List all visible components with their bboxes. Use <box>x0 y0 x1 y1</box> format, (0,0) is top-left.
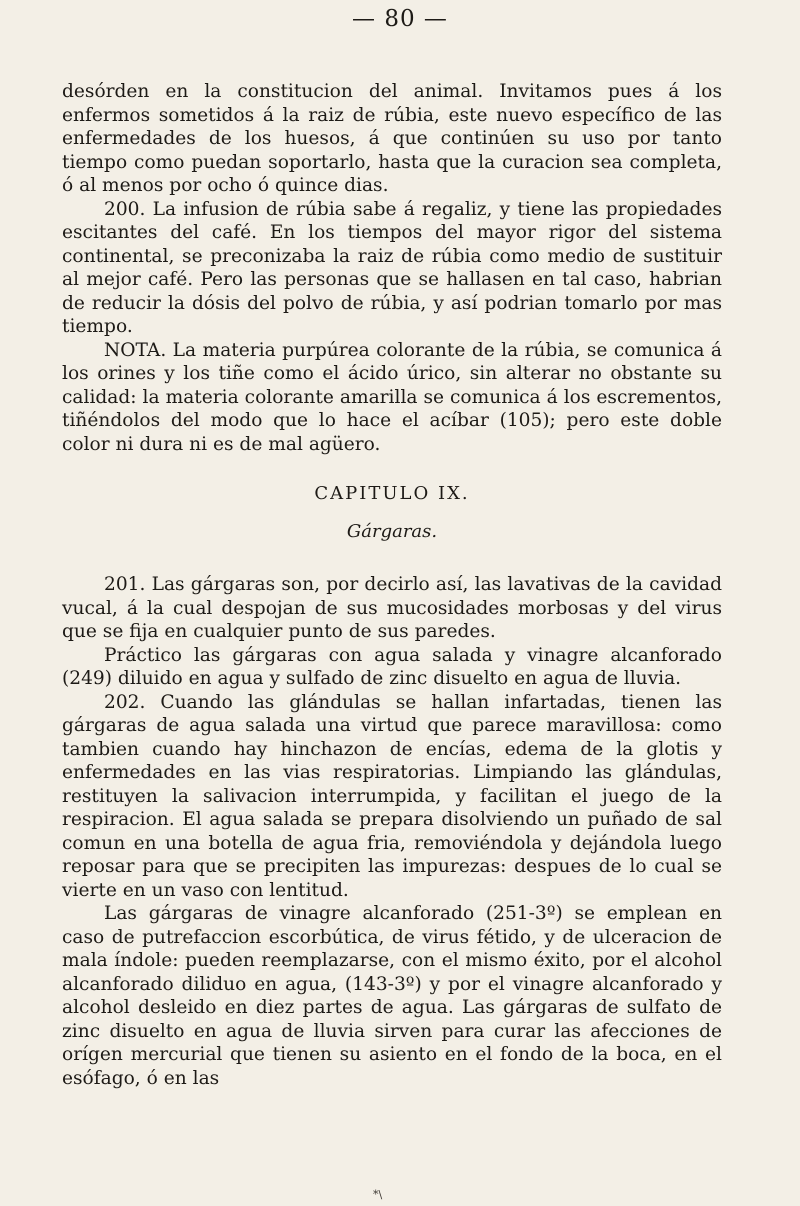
paragraph: desórden en la constitucion del animal. Invitamos pues á los enfermos sometidos á la raiz de rúbia, este nuevo específico de las enfermedades de los huesos, á que continúen su uso por tanto tiempo como puedan soportarlo, hasta que la curacion sea completa, ó al menos por ocho ó quince dias. <box>62 81 722 196</box>
body-text <box>62 80 722 1090</box>
paragraph: 201. Las gárgaras son, por decirlo así, las lavativas de la cavidad vucal, á la cual despojan de sus mucosidades morbosas y del virus que se fija en cualquier punto de sus paredes. <box>62 574 722 642</box>
paragraph: Práctico las gárgaras con agua salada y vinagre alcanforado (249) diluido en agua y sulfado de zinc disuelto en agua de lluvia. <box>62 644 722 689</box>
page-number: — 80 — <box>352 6 448 32</box>
section-title: Gárgaras. <box>346 520 438 542</box>
footer-mark: *\ <box>373 1188 383 1201</box>
chapter-title: CAPITULO IX. <box>314 483 470 504</box>
paragraph: Las gárgaras de vinagre alcanforado (251-3º) se emplean en caso de putrefaccion escorbútica, de virus fétido, y de ulceracion de mala índole: pueden reemplazarse, con el mismo éxito, por el alcohol alcanforado diliduo en agua, (143-3º) y por el vinagre alcanforado y alcohol desleido en diez partes de agua. Las gárgaras de sulfato de zinc disuelto en agua de lluvia sirven para curar las afecciones de orígen mercurial que tienen su asiento en el fondo de la boca, en el esófago, ó en las <box>62 903 722 1089</box>
paragraph: 200. La infusion de rúbia sabe á regaliz, y tiene las propiedades escitantes del café. En los tiempos del mayor rigor del sistema continental, se preconizaba la raiz de rúbia como medio de sustituir al mejor café. Pero las personas que se hallasen en tal caso, habrian de reducir la dósis del polvo de rúbia, y así podrian tomarlo por mas tiempo. <box>62 198 722 337</box>
paragraph: NOTA. La materia purpúrea colorante de la rúbia, se comunica á los orines y los tiñe como el ácido úrico, sin alterar no obstante su calidad: la materia colorante amarilla se comunica á los escrementos, tiñéndolos del modo que lo hace el acíbar (105); pero este doble color ni dura ni es de mal agüero. <box>62 339 722 455</box>
paragraph: 202. Cuando las glándulas se hallan infartadas, tienen las gárgaras de agua salada una virtud que parece maravillosa: como tambien cuando hay hinchazon de encías, edema de la glotis y enfermedades en las vias respiratorias. Limpiando las glándulas, restituyen la salivacion interrumpida, y facilitan el juego de la respiracion. El agua salada se prepara disolviendo un puñado de sal comun en una botella de agua fria, removiéndola y dejándola luego reposar para que se precipiten las impurezas: despues de lo cual se vierte en un vaso con lentitud. <box>62 691 722 901</box>
